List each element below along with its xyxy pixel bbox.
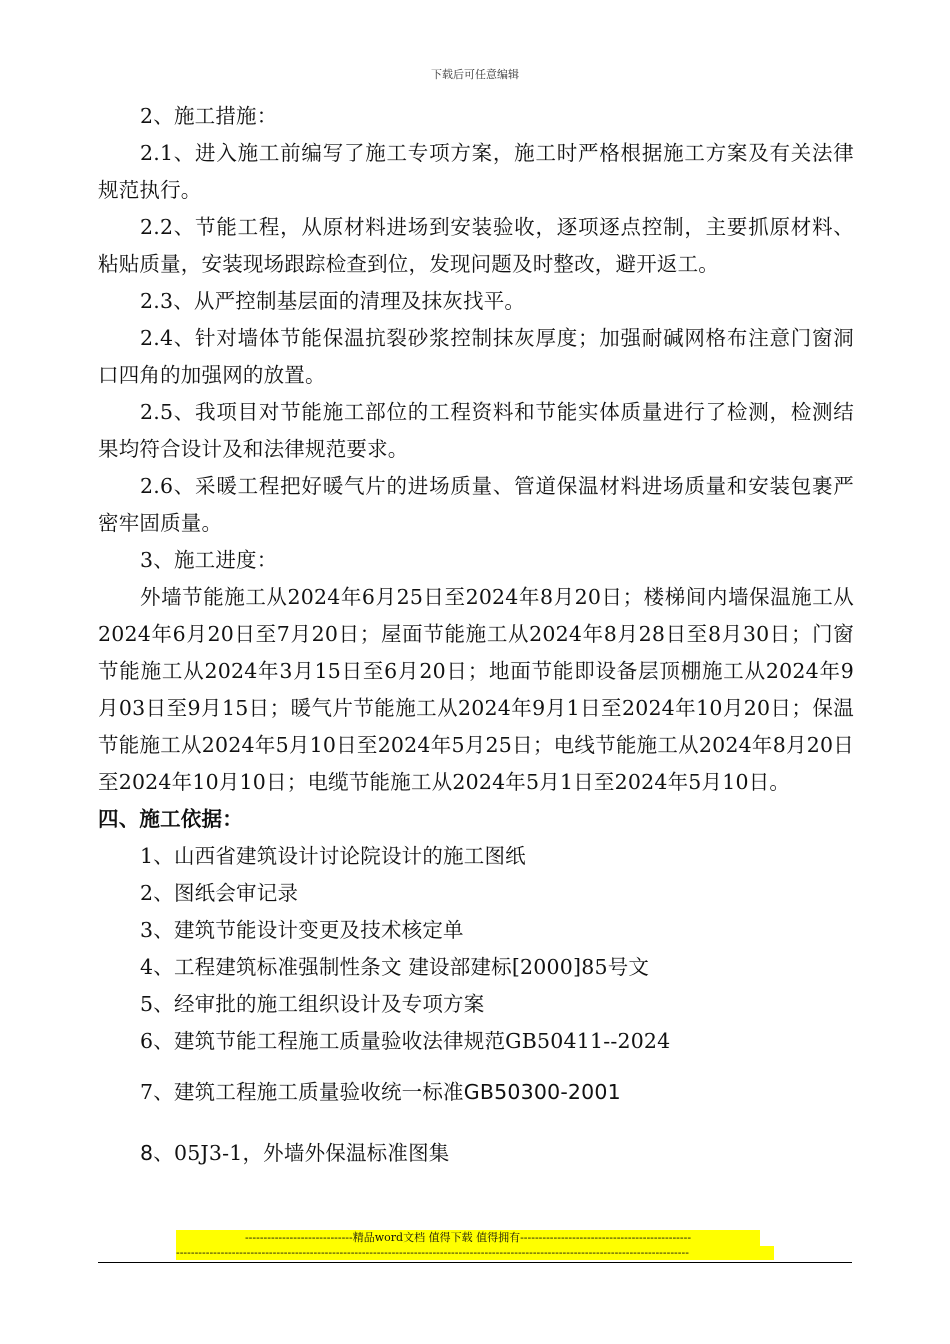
header-note: 下载后可任意编辑 (431, 68, 519, 81)
measure-2-6: 2.6、采暖工程把好暖气片的进场质量、管道保温材料进场质量和安装包裹严密牢固质量。 (98, 474, 854, 535)
schedule-paragraph: 外墙节能施工从2024年6月25日至2024年8月20日；楼梯间内墙保温施工从2024年6月20日至7月20日；屋面节能施工从2024年8月28日至8月30日；门窗节能施工从2024年3月15日至6月20日；地面节能即设备层顶棚施工从2024年9月03日至9月15日；暖气片节能施工从2024年9月1日至2024年10月20日；保温节能施工从2024年5月10日至2024年5月25日；电线节能施工从2024年8月20日至2024年10月10日；电缆节能施工从2024年5月1日至2024年5月10日。 (98, 585, 854, 794)
measure-2-2: 2.2、节能工程，从原材料进场到安装验收，逐项逐点控制，主要抓原材料、粘贴质量，安装现场跟踪检查到位，发现问题及时整改，避开返工。 (98, 215, 854, 276)
section-3-title: 3、施工进度： (140, 548, 278, 572)
footer-banner: -----------------------------精品word文档 值得下载 值得拥有---------------------------------------------- (176, 1230, 760, 1246)
basis-item-8-text: 、05J3-1，外墙外保温标准图集 (153, 1141, 450, 1165)
document-body (98, 98, 854, 1172)
basis-item-4: 4、工程建筑标准强制性条文 建设部建标[2000]85号文 (140, 955, 650, 979)
basis-item-3: 3、建筑节能设计变更及技术核定单 (140, 918, 464, 942)
basis-item-6: 6、建筑节能工程施工质量验收法律规范GB50411--2024 (140, 1029, 671, 1053)
basis-item-5: 5、经审批的施工组织设计及专项方案 (140, 992, 485, 1016)
basis-item-1: 1、山西省建筑设计讨论院设计的施工图纸 (140, 844, 526, 868)
basis-item-7-text: 7、建筑工程施工质量验收统一标准 (140, 1080, 464, 1104)
measure-2-3: 2.3、从严控制基层面的清理及抹灰找平。 (140, 289, 526, 313)
footer-rule (98, 1262, 852, 1263)
section-4-heading: 四、施工依据： (98, 807, 243, 831)
measure-2-4: 2.4、针对墙体节能保温抗裂砂浆控制抹灰厚度；加强耐碱网格布注意门窗洞口四角的加强网的放置。 (98, 326, 854, 387)
footer-dash-line: ------------------------------------------------------------------------------------------------------------------------------------------ (176, 1246, 774, 1260)
measure-2-5: 2.5、我项目对节能施工部位的工程资料和节能实体质量进行了检测，检测结果均符合设计及和法律规范要求。 (98, 400, 854, 461)
basis-item-8-number: 8 (140, 1141, 154, 1165)
basis-item-7 (98, 1074, 854, 1111)
section-2-title: 2、施工措施： (140, 104, 278, 128)
basis-item-8 (98, 1135, 854, 1172)
measure-2-1: 2.1、进入施工前编写了施工专项方案，施工时严格根据施工方案及有关法律规范执行。 (98, 141, 854, 202)
basis-item-7-code: GB50300-2001 (463, 1080, 621, 1104)
basis-item-2: 2、图纸会审记录 (140, 881, 299, 905)
